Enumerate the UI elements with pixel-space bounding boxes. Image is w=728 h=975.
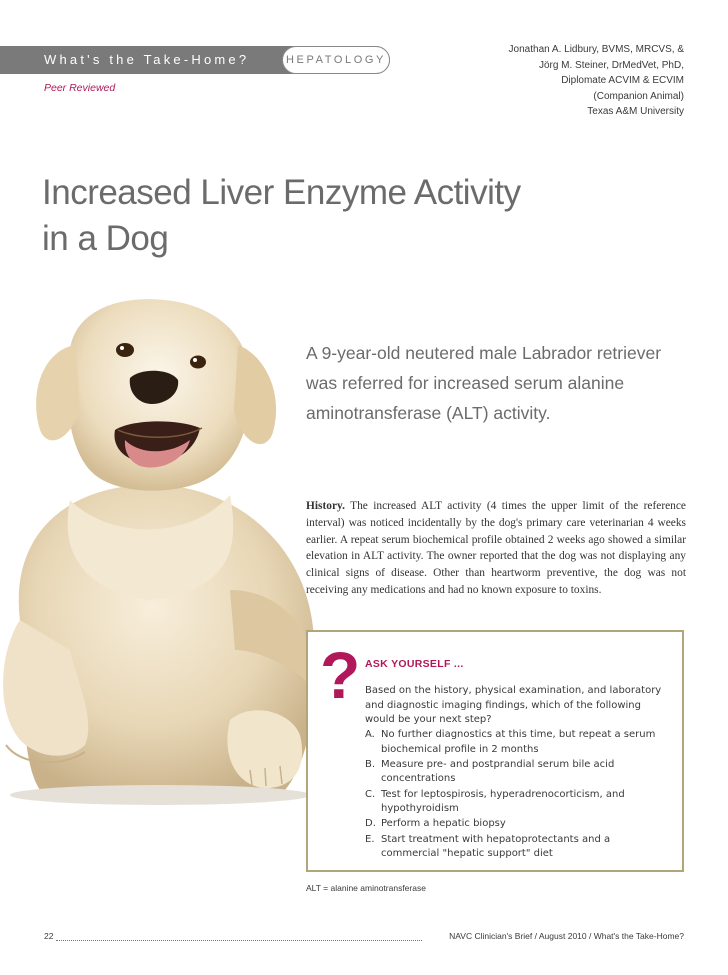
author-block <box>424 42 684 120</box>
lead-line: was referred for increased serum alanine <box>306 373 625 393</box>
ask-yourself-box <box>306 630 684 872</box>
answer-option-e <box>365 833 665 862</box>
history-label: History. <box>306 500 345 512</box>
option-text: Start treatment with hepatoprotectants and a commercial "hepatic support" diet <box>381 833 611 860</box>
peer-reviewed-label: Peer Reviewed <box>44 82 116 94</box>
series-banner <box>0 46 390 74</box>
labrador-dog-photo <box>0 290 320 820</box>
option-text: Perform a hepatic biopsy <box>381 818 506 830</box>
option-letter: E. <box>365 833 375 845</box>
answer-option-c <box>365 788 665 817</box>
question-mark-icon: ? <box>320 638 361 712</box>
option-letter: D. <box>365 818 376 830</box>
option-letter: C. <box>365 788 376 800</box>
option-letter: A. <box>365 729 375 740</box>
lead-line: A 9-year-old neutered male Labrador retriever <box>306 343 662 363</box>
answer-option-b <box>365 758 665 787</box>
lead-line: aminotransferase (ALT) activity. <box>306 403 551 423</box>
lead-paragraph <box>306 338 696 428</box>
history-paragraph <box>306 498 686 599</box>
ask-yourself-heading: ASK YOURSELF ... <box>365 658 464 670</box>
option-text: No further diagnostics at this time, but repeat a serum biochemical profile in 2 months <box>381 729 656 755</box>
option-text: Measure pre- and postprandial serum bile acid concentrations <box>381 758 615 785</box>
history-text: The increased ALT activity (4 times the upper limit of the reference interval) was noticed incidentally by the dog's primary care veterinarian 4 weeks earlier. A repeat serum biochemical profile obtained 2 weeks ago showed a similar elevation in ALT activity. The owner reported that the dog was not displaying any clinical signs of disease. Other than heartworm preventive, the dog was not receiving any medications and had no known exposure to toxins. <box>306 500 686 596</box>
answer-option-d <box>365 817 665 832</box>
author-line: Jonathan A. Lidbury, BVMS, MRCVS, & <box>508 44 684 55</box>
option-letter: B. <box>365 758 376 770</box>
author-line: Jörg M. Steiner, DrMedVet, PhD, <box>538 59 684 71</box>
page-footer <box>44 931 684 945</box>
dotted-leader <box>56 940 422 941</box>
author-line: Texas A&M University <box>587 106 684 117</box>
series-title: What's the Take-Home? <box>44 52 250 67</box>
title-line: in a Dog <box>42 219 169 258</box>
article-title <box>42 170 642 262</box>
page-number: 22 <box>44 931 54 941</box>
author-line: Diplomate ACVIM & ECVIM <box>561 75 684 86</box>
title-line: Increased Liver Enzyme Activity <box>42 173 521 212</box>
section-badge: HEPATOLOGY <box>282 46 390 74</box>
answer-option-a <box>365 728 665 757</box>
ask-yourself-question: Based on the history, physical examination, and laboratory and diagnostic imaging findings, which of the following would be your next step? <box>365 685 662 726</box>
abbreviation-footnote: ALT = alanine aminotransferase <box>306 883 426 893</box>
answer-options <box>365 728 665 862</box>
publication-line: NAVC Clinician's Brief / August 2010 / What's the Take-Home? <box>449 931 684 941</box>
author-line: (Companion Animal) <box>593 90 684 102</box>
option-text: Test for leptospirosis, hyperadrenocorticism, and hypothyroidism <box>381 788 625 815</box>
